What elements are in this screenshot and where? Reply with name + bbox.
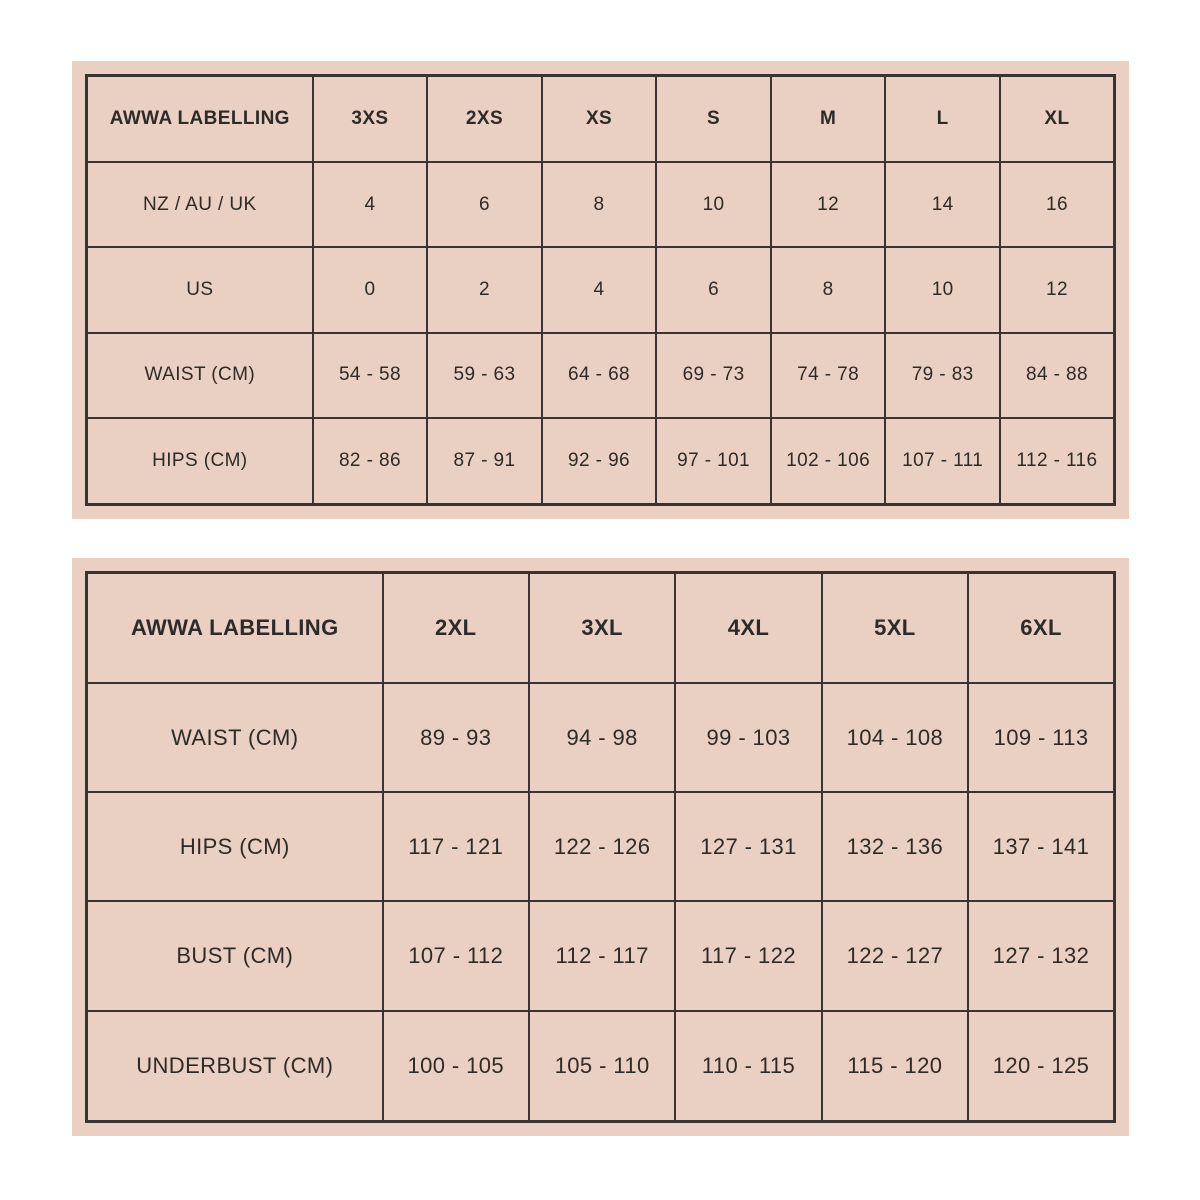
column-header-xl: XL bbox=[1000, 76, 1115, 163]
table-row-hips bbox=[87, 792, 1115, 901]
column-header-4xl: 4XL bbox=[675, 573, 821, 684]
cell: 59 - 63 bbox=[427, 333, 542, 418]
column-header-m: M bbox=[771, 76, 886, 163]
cell: 100 - 105 bbox=[383, 1011, 529, 1122]
cell: 0 bbox=[313, 247, 428, 332]
table-row-waist bbox=[87, 333, 1115, 418]
cell: 94 - 98 bbox=[529, 683, 675, 792]
table-row-nz-au-uk bbox=[87, 162, 1115, 247]
header-row bbox=[87, 76, 1115, 163]
cell: 117 - 122 bbox=[675, 901, 821, 1010]
size-chart-panel-plus bbox=[72, 558, 1129, 1136]
cell: 4 bbox=[313, 162, 428, 247]
column-header-2xl: 2XL bbox=[383, 573, 529, 684]
cell: 122 - 127 bbox=[822, 901, 968, 1010]
cell: 109 - 113 bbox=[968, 683, 1114, 792]
cell: 117 - 121 bbox=[383, 792, 529, 901]
cell: 79 - 83 bbox=[885, 333, 1000, 418]
cell: 122 - 126 bbox=[529, 792, 675, 901]
row-label: NZ / AU / UK bbox=[87, 162, 313, 247]
cell: 104 - 108 bbox=[822, 683, 968, 792]
cell: 89 - 93 bbox=[383, 683, 529, 792]
cell: 137 - 141 bbox=[968, 792, 1114, 901]
cell: 105 - 110 bbox=[529, 1011, 675, 1122]
cell: 74 - 78 bbox=[771, 333, 886, 418]
cell: 87 - 91 bbox=[427, 418, 542, 505]
header-row bbox=[87, 573, 1115, 684]
cell: 8 bbox=[542, 162, 657, 247]
cell: 6 bbox=[656, 247, 771, 332]
corner-header: AWWA LABELLING bbox=[87, 76, 313, 163]
cell: 8 bbox=[771, 247, 886, 332]
cell: 102 - 106 bbox=[771, 418, 886, 505]
cell: 54 - 58 bbox=[313, 333, 428, 418]
table-row-waist bbox=[87, 683, 1115, 792]
cell: 110 - 115 bbox=[675, 1011, 821, 1122]
row-label: WAIST (CM) bbox=[87, 683, 383, 792]
cell: 132 - 136 bbox=[822, 792, 968, 901]
cell: 6 bbox=[427, 162, 542, 247]
row-label: UNDERBUST (CM) bbox=[87, 1011, 383, 1122]
cell: 82 - 86 bbox=[313, 418, 428, 505]
column-header-3xs: 3XS bbox=[313, 76, 428, 163]
cell: 112 - 116 bbox=[1000, 418, 1115, 505]
table-row-underbust bbox=[87, 1011, 1115, 1122]
cell: 120 - 125 bbox=[968, 1011, 1114, 1122]
cell: 84 - 88 bbox=[1000, 333, 1115, 418]
column-header-l: L bbox=[885, 76, 1000, 163]
cell: 2 bbox=[427, 247, 542, 332]
row-label: HIPS (CM) bbox=[87, 792, 383, 901]
cell: 14 bbox=[885, 162, 1000, 247]
table-row-hips bbox=[87, 418, 1115, 505]
column-header-xs: XS bbox=[542, 76, 657, 163]
table-row-bust bbox=[87, 901, 1115, 1010]
cell: 99 - 103 bbox=[675, 683, 821, 792]
column-header-2xs: 2XS bbox=[427, 76, 542, 163]
column-header-3xl: 3XL bbox=[529, 573, 675, 684]
cell: 107 - 112 bbox=[383, 901, 529, 1010]
cell: 12 bbox=[771, 162, 886, 247]
cell: 16 bbox=[1000, 162, 1115, 247]
corner-header: AWWA LABELLING bbox=[87, 573, 383, 684]
cell: 92 - 96 bbox=[542, 418, 657, 505]
size-chart-panel-standard bbox=[72, 61, 1129, 519]
size-table-standard bbox=[85, 74, 1116, 506]
column-header-5xl: 5XL bbox=[822, 573, 968, 684]
row-label: HIPS (CM) bbox=[87, 418, 313, 505]
cell: 107 - 111 bbox=[885, 418, 1000, 505]
cell: 4 bbox=[542, 247, 657, 332]
column-header-6xl: 6XL bbox=[968, 573, 1114, 684]
table-row-us bbox=[87, 247, 1115, 332]
cell: 127 - 131 bbox=[675, 792, 821, 901]
row-label: US bbox=[87, 247, 313, 332]
column-header-s: S bbox=[656, 76, 771, 163]
cell: 64 - 68 bbox=[542, 333, 657, 418]
cell: 69 - 73 bbox=[656, 333, 771, 418]
cell: 10 bbox=[656, 162, 771, 247]
cell: 115 - 120 bbox=[822, 1011, 968, 1122]
cell: 97 - 101 bbox=[656, 418, 771, 505]
cell: 10 bbox=[885, 247, 1000, 332]
cell: 127 - 132 bbox=[968, 901, 1114, 1010]
row-label: WAIST (CM) bbox=[87, 333, 313, 418]
cell: 112 - 117 bbox=[529, 901, 675, 1010]
cell: 12 bbox=[1000, 247, 1115, 332]
row-label: BUST (CM) bbox=[87, 901, 383, 1010]
size-table-plus bbox=[85, 571, 1116, 1123]
